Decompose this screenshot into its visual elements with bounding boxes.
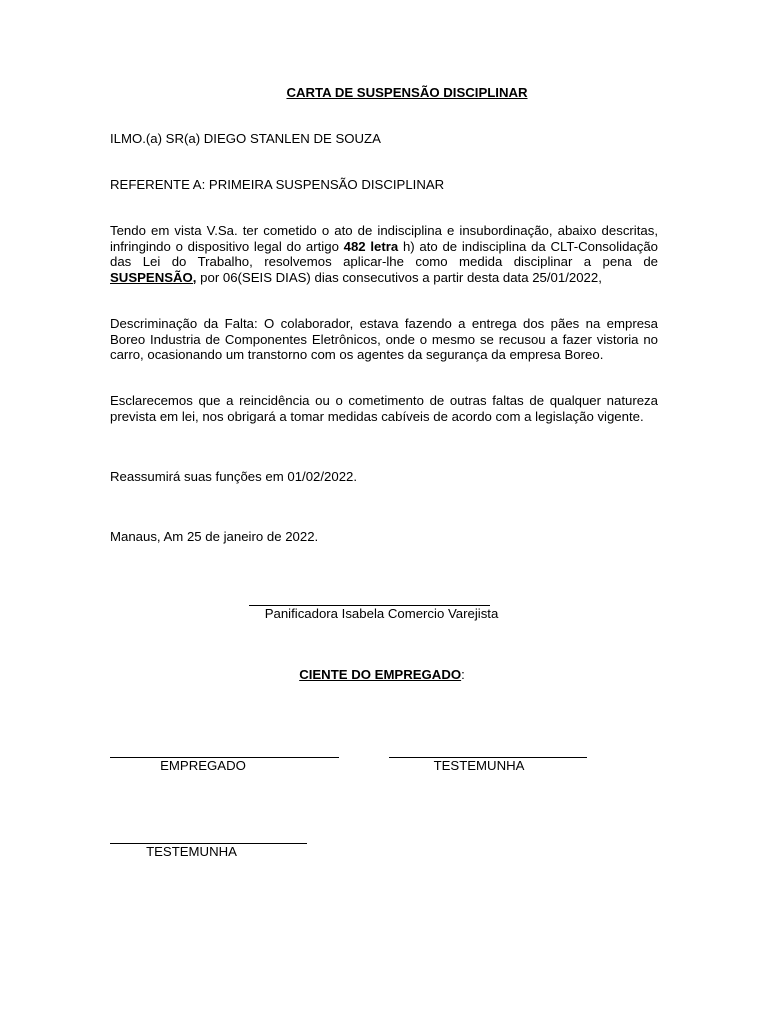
- employee-signature-label: EMPREGADO: [160, 758, 246, 773]
- paragraph-suspension: [110, 223, 658, 285]
- place-date-line: Manaus, Am 25 de janeiro de 2022.: [110, 529, 319, 544]
- paragraph-clarification: Esclarecemos que a reincidência ou o cometimento de outras faltas de qualquer natureza prevista em lei, nos obrigará a tomar medidas cabíveis de acordo com a legislação vigente.: [110, 393, 658, 424]
- ciente-label: CIENTE DO EMPREGADO: [299, 667, 462, 682]
- return-date-line: Reassumirá suas funções em 01/02/2022.: [110, 469, 358, 484]
- ciente-heading: [0, 667, 764, 682]
- reference-line: REFERENTE A: PRIMEIRA SUSPENSÃO DISCIPLINAR: [110, 177, 445, 192]
- ciente-colon: :: [461, 667, 465, 682]
- article-number: 482 letra: [343, 238, 399, 254]
- company-signature-label: Panificadora Isabela Comercio Varejista: [264, 606, 499, 621]
- penalty-label: SUSPENSÃO,: [110, 269, 197, 285]
- witness1-signature-label: TESTEMUNHA: [433, 758, 525, 773]
- paragraph-suspension-text-3: por 06(SEIS DIAS) dias consecutivos a partir desta data 25/01/2022,: [196, 269, 602, 285]
- paragraph-suspension-text-1: Tendo em vista V.Sa. ter cometido o ato de indisciplina e insubordinação, abaixo descritas, infringindo o dispositivo legal do artigo: [110, 223, 658, 254]
- document-title: CARTA DE SUSPENSÃO DISCIPLINAR: [286, 85, 528, 100]
- recipient-line: ILMO.(a) SR(a) DIEGO STANLEN DE SOUZA: [110, 131, 381, 146]
- paragraph-fault-description: Descriminação da Falta: O colaborador, estava fazendo a entrega dos pães na empresa Boreo Industria de Componentes Eletrônicos, onde o mesmo se recusou a fazer vistoria no carro, ocasionando um transtorno com os agentes da segurança da empresa Boreo.: [110, 316, 658, 362]
- paragraph-suspension-text-2: h) ato de indisciplina da CLT-Consolidação das Lei do Trabalho, resolvemos aplicar-lhe como medida disciplinar a pena de: [110, 238, 658, 269]
- witness2-signature-label: TESTEMUNHA: [146, 844, 237, 859]
